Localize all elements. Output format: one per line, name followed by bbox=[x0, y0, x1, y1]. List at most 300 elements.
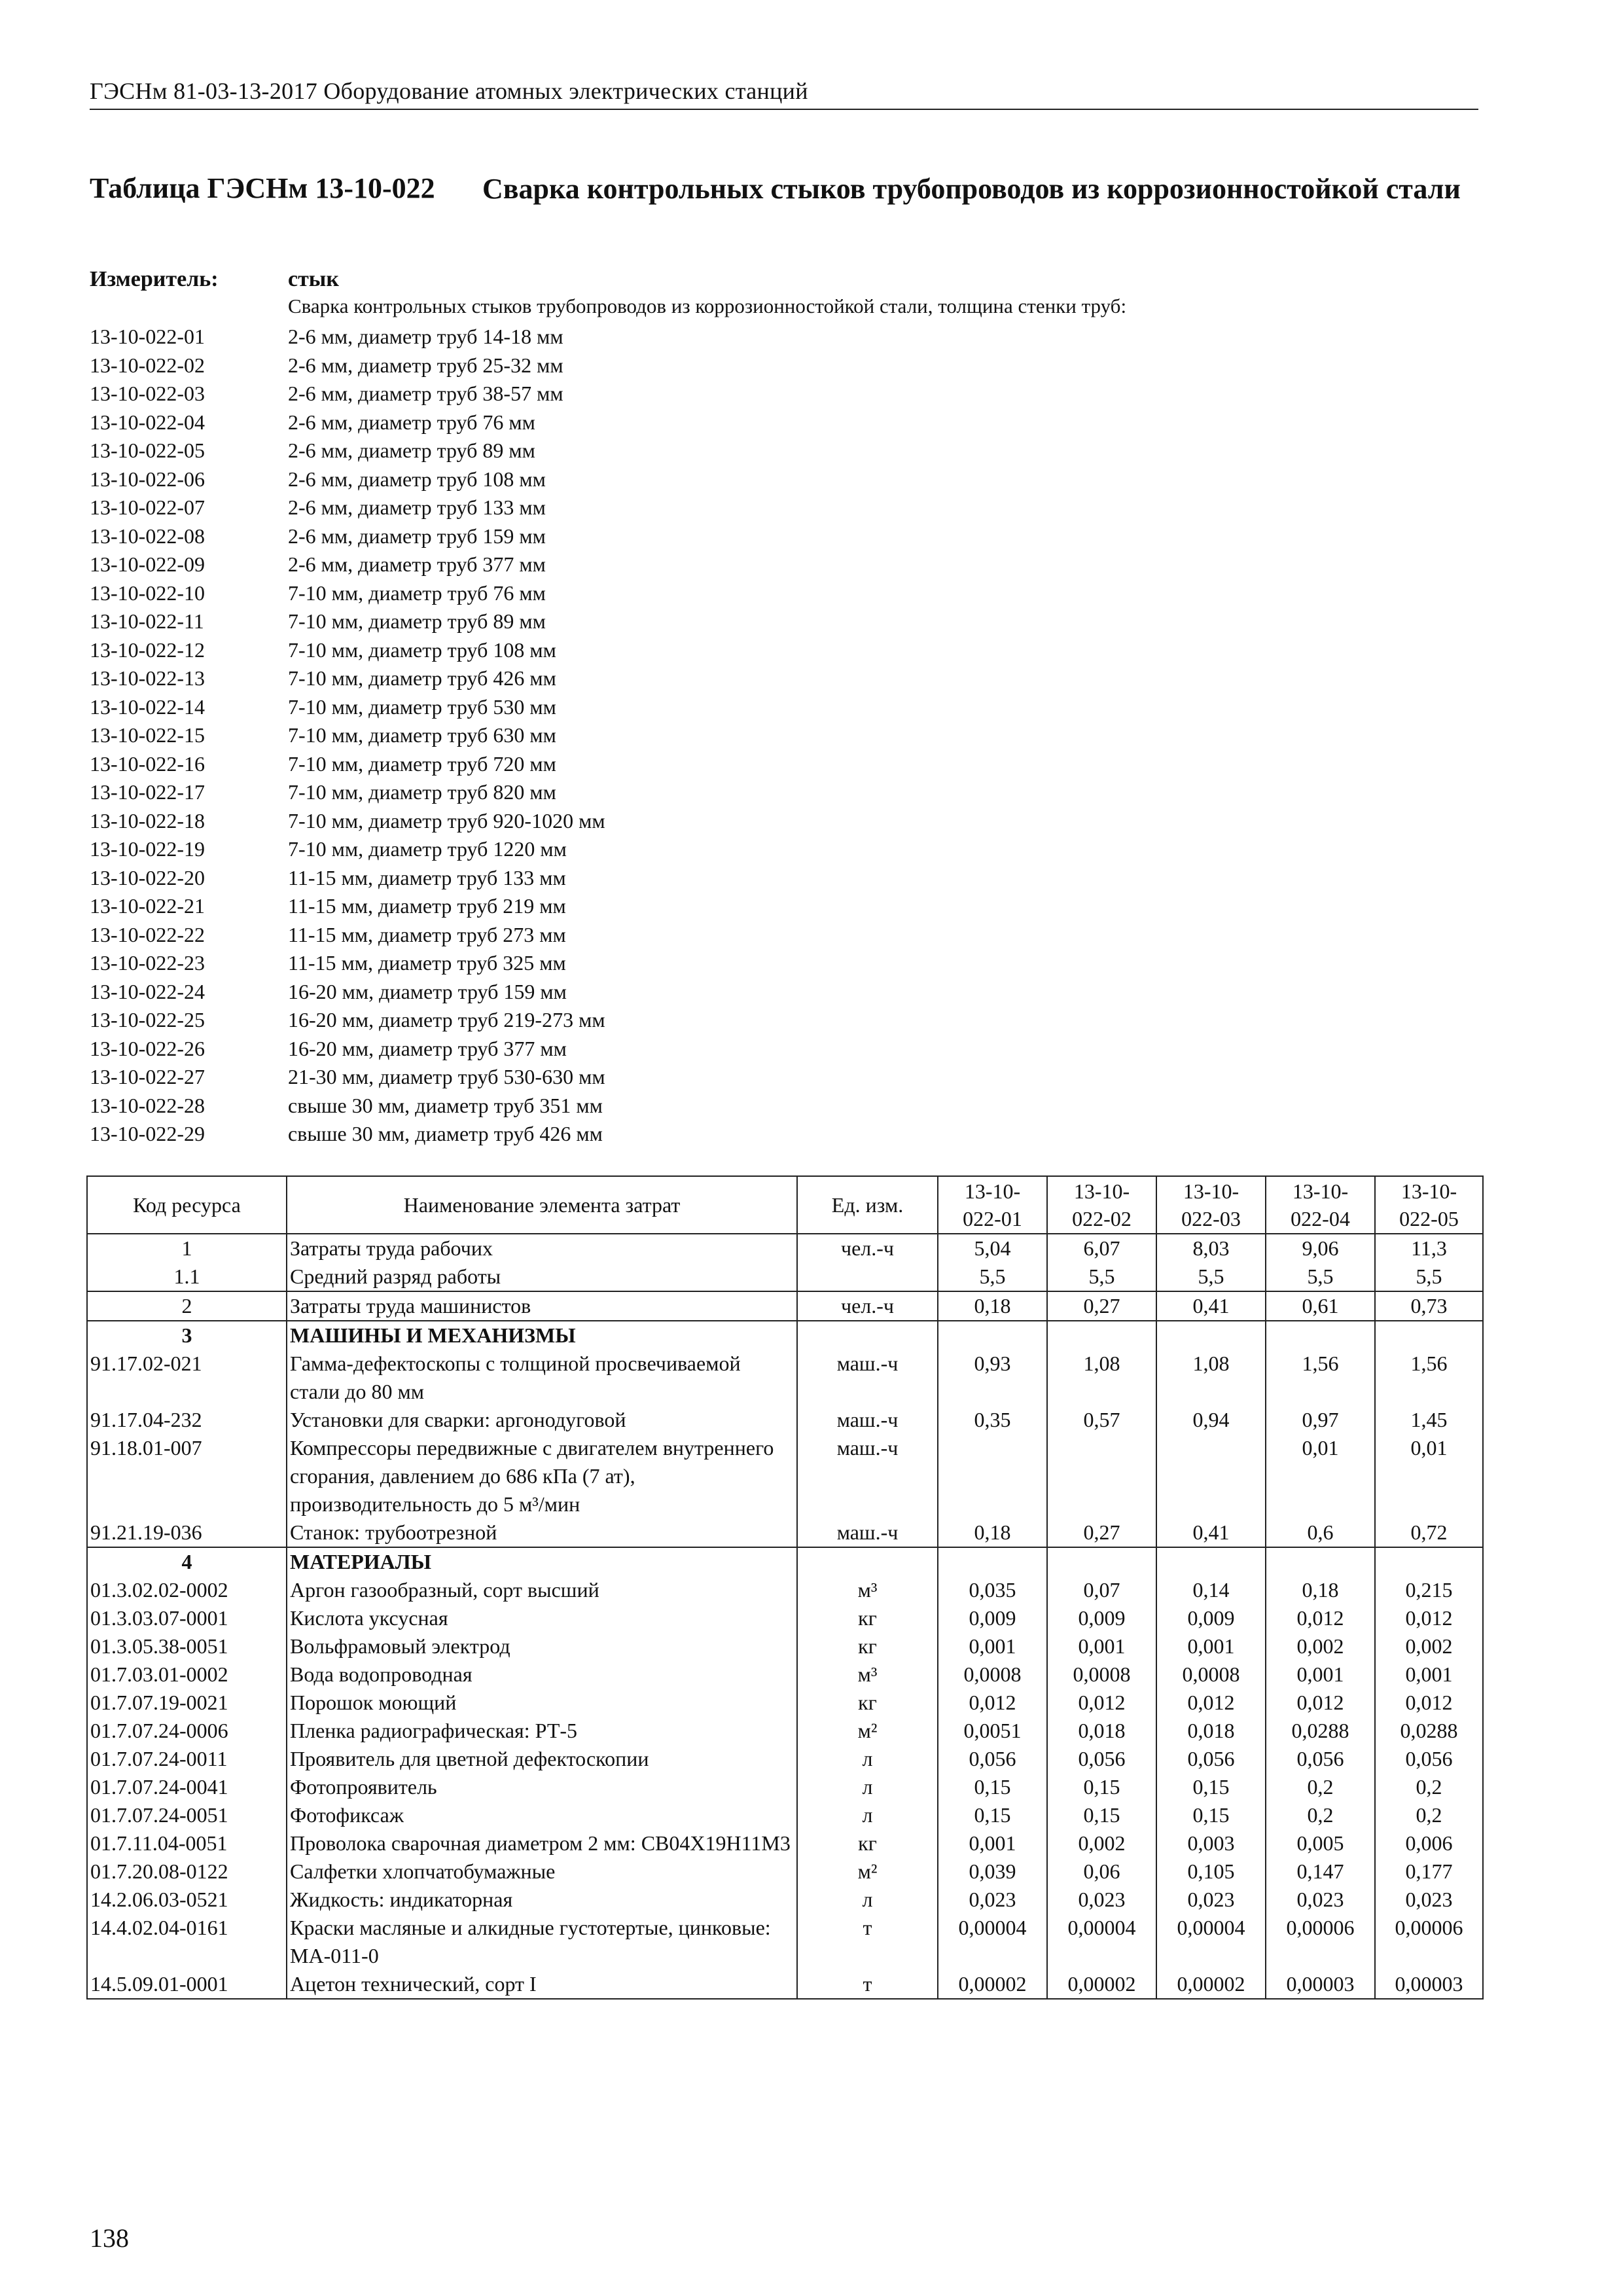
resource-name-cell: Пленка радиографическая: РТ-5 bbox=[287, 1717, 797, 1745]
unit-cell: чел.-ч bbox=[797, 1291, 938, 1321]
value-cell: 0,00003 bbox=[1266, 1970, 1375, 1999]
value-cell: 0,0051 bbox=[938, 1717, 1047, 1745]
resource-code-cell: 91.17.04-232 bbox=[87, 1406, 287, 1434]
value-cell: 0,0008 bbox=[938, 1660, 1047, 1689]
resource-name-cell: Жидкость: индикаторная bbox=[287, 1886, 797, 1914]
norm-description: 7-10 мм, диаметр труб 720 мм bbox=[288, 751, 556, 776]
resource-code-cell: 1 bbox=[87, 1234, 287, 1263]
header-divider bbox=[90, 109, 1478, 110]
unit-cell: чел.-ч bbox=[797, 1234, 938, 1263]
unit-cell: л bbox=[797, 1801, 938, 1829]
value-cell: 0,035 bbox=[938, 1576, 1047, 1604]
column-header: 13-10- 022-04 bbox=[1266, 1176, 1375, 1234]
norm-description: 2-6 мм, диаметр труб 38-57 мм bbox=[288, 382, 563, 405]
value-cell: 0,147 bbox=[1266, 1857, 1375, 1886]
norm-code: 13-10-022-20 bbox=[90, 865, 205, 889]
value-cell: 0,023 bbox=[1047, 1886, 1156, 1914]
value-cell: 1,45 bbox=[1375, 1406, 1483, 1434]
unit-cell: л bbox=[797, 1773, 938, 1801]
norm-code: 13-10-022-18 bbox=[90, 808, 205, 833]
value-cell: 0,023 bbox=[1375, 1886, 1483, 1914]
resource-code-cell: 91.21.19-036 bbox=[87, 1518, 287, 1547]
value-cell bbox=[1156, 1547, 1266, 1576]
value-cell: 0,2 bbox=[1375, 1801, 1483, 1829]
unit-cell: м² bbox=[797, 1717, 938, 1745]
table-row bbox=[87, 1632, 1483, 1660]
unit-cell bbox=[797, 1321, 938, 1350]
resource-name-cell: Затраты труда рабочих bbox=[287, 1234, 797, 1263]
norm-item bbox=[90, 408, 605, 437]
value-cell: 0,018 bbox=[1047, 1717, 1156, 1745]
resource-code-cell: 91.18.01-007 bbox=[87, 1434, 287, 1518]
norm-code: 13-10-022-25 bbox=[90, 1008, 205, 1031]
norm-description: свыше 30 мм, диаметр труб 351 мм bbox=[288, 1093, 603, 1117]
norm-code: 13-10-022-28 bbox=[90, 1093, 205, 1117]
unit-cell: м² bbox=[797, 1857, 938, 1886]
resource-name-cell: Затраты труда машинистов bbox=[287, 1291, 797, 1321]
value-cell: 0,00003 bbox=[1375, 1970, 1483, 1999]
norm-code: 13-10-022-13 bbox=[90, 666, 205, 690]
value-cell: 0,012 bbox=[1375, 1689, 1483, 1717]
resource-code-cell: 01.7.11.04-0051 bbox=[87, 1829, 287, 1857]
value-cell: 0,07 bbox=[1047, 1576, 1156, 1604]
value-cell: 0,012 bbox=[1047, 1689, 1156, 1717]
value-cell: 0,006 bbox=[1375, 1829, 1483, 1857]
norm-description: 11-15 мм, диаметр труб 219 мм bbox=[288, 894, 566, 918]
value-cell: 0,00002 bbox=[938, 1970, 1047, 1999]
value-cell: 0,2 bbox=[1375, 1773, 1483, 1801]
table-row bbox=[87, 1660, 1483, 1689]
value-cell: 0,00004 bbox=[1047, 1914, 1156, 1970]
norm-code: 13-10-022-29 bbox=[90, 1122, 205, 1145]
norm-item bbox=[90, 437, 605, 465]
norm-description: 7-10 мм, диаметр труб 1220 мм bbox=[288, 837, 567, 861]
value-cell: 0,01 bbox=[1266, 1434, 1375, 1518]
value-cell: 0,00004 bbox=[1156, 1914, 1266, 1970]
value-cell bbox=[1156, 1321, 1266, 1350]
unit-cell: маш.-ч bbox=[797, 1350, 938, 1406]
value-cell: 0,61 bbox=[1266, 1291, 1375, 1321]
norm-item bbox=[90, 664, 605, 693]
value-cell: 0,001 bbox=[1156, 1632, 1266, 1660]
resource-code-cell: 01.7.07.24-0041 bbox=[87, 1773, 287, 1801]
resource-code-cell: 01.7.03.01-0002 bbox=[87, 1660, 287, 1689]
resource-code-cell: 91.17.02-021 bbox=[87, 1350, 287, 1406]
value-cell: 0,00004 bbox=[938, 1914, 1047, 1970]
value-cell: 0,215 bbox=[1375, 1576, 1483, 1604]
column-header: Наименование элемента затрат bbox=[287, 1176, 797, 1234]
value-cell: 0,73 bbox=[1375, 1291, 1483, 1321]
norm-item bbox=[90, 807, 605, 836]
table-row bbox=[87, 1321, 1483, 1350]
value-cell: 5,5 bbox=[1047, 1263, 1156, 1291]
page-number: 138 bbox=[90, 2223, 129, 2253]
table-row bbox=[87, 1406, 1483, 1434]
table-title: Сварка контрольных стыков трубопроводов из коррозионностойкой стали bbox=[482, 173, 1461, 205]
norm-item bbox=[90, 465, 605, 494]
value-cell: 0,177 bbox=[1375, 1857, 1483, 1886]
value-cell: 0,012 bbox=[938, 1689, 1047, 1717]
value-cell: 0,0008 bbox=[1047, 1660, 1156, 1689]
unit-cell: кг bbox=[797, 1689, 938, 1717]
value-cell: 0,056 bbox=[1047, 1745, 1156, 1773]
measure-value: стык bbox=[288, 267, 339, 291]
value-cell bbox=[938, 1434, 1047, 1518]
value-cell: 9,06 bbox=[1266, 1234, 1375, 1263]
norm-code: 13-10-022-04 bbox=[90, 410, 205, 434]
value-cell: 0,001 bbox=[938, 1829, 1047, 1857]
norm-item bbox=[90, 778, 605, 807]
measure-label: Измеритель: bbox=[90, 267, 219, 291]
unit-cell: маш.-ч bbox=[797, 1518, 938, 1547]
unit-cell: кг bbox=[797, 1604, 938, 1632]
unit-cell: кг bbox=[797, 1829, 938, 1857]
norm-description: 7-10 мм, диаметр труб 426 мм bbox=[288, 666, 556, 690]
value-cell: 8,03 bbox=[1156, 1234, 1266, 1263]
value-cell: 0,00006 bbox=[1266, 1914, 1375, 1970]
value-cell: 0,009 bbox=[938, 1604, 1047, 1632]
norm-description: 2-6 мм, диаметр труб 25-32 мм bbox=[288, 353, 563, 377]
resource-code-cell: 01.7.07.24-0011 bbox=[87, 1745, 287, 1773]
value-cell: 0,94 bbox=[1156, 1406, 1266, 1434]
value-cell: 0,001 bbox=[938, 1632, 1047, 1660]
column-header: 13-10- 022-05 bbox=[1375, 1176, 1483, 1234]
value-cell: 0,012 bbox=[1266, 1689, 1375, 1717]
value-cell: 5,5 bbox=[938, 1263, 1047, 1291]
value-cell bbox=[1375, 1547, 1483, 1576]
resource-code-cell: 01.7.20.08-0122 bbox=[87, 1857, 287, 1886]
table-row bbox=[87, 1518, 1483, 1547]
value-cell: 0,023 bbox=[938, 1886, 1047, 1914]
norm-item bbox=[90, 636, 605, 665]
norm-item bbox=[90, 550, 605, 579]
table-row bbox=[87, 1745, 1483, 1773]
value-cell: 0,97 bbox=[1266, 1406, 1375, 1434]
resource-code-cell: 01.7.07.19-0021 bbox=[87, 1689, 287, 1717]
table-row bbox=[87, 1547, 1483, 1576]
resource-name-cell: Проволока сварочная диаметром 2 мм: СВ04Х19Н11М3 bbox=[287, 1829, 797, 1857]
value-cell: 0,001 bbox=[1266, 1660, 1375, 1689]
value-cell: 0,039 bbox=[938, 1857, 1047, 1886]
norm-description: 2-6 мм, диаметр труб 89 мм bbox=[288, 439, 535, 462]
resource-name-cell: Аргон газообразный, сорт высший bbox=[287, 1576, 797, 1604]
value-cell: 0,012 bbox=[1375, 1604, 1483, 1632]
value-cell: 0,009 bbox=[1156, 1604, 1266, 1632]
value-cell bbox=[938, 1321, 1047, 1350]
norm-code: 13-10-022-02 bbox=[90, 353, 205, 377]
resource-code-cell: 1.1 bbox=[87, 1263, 287, 1291]
value-cell: 0,15 bbox=[1047, 1801, 1156, 1829]
norm-code: 13-10-022-08 bbox=[90, 524, 205, 548]
value-cell: 6,07 bbox=[1047, 1234, 1156, 1263]
table-row bbox=[87, 1773, 1483, 1801]
value-cell: 0,18 bbox=[938, 1518, 1047, 1547]
value-cell: 0,01 bbox=[1375, 1434, 1483, 1518]
unit-cell: м³ bbox=[797, 1660, 938, 1689]
resource-name-cell: Вода водопроводная bbox=[287, 1660, 797, 1689]
norm-description: 2-6 мм, диаметр труб 133 мм bbox=[288, 495, 546, 519]
norm-item bbox=[90, 579, 605, 608]
table-row bbox=[87, 1291, 1483, 1321]
unit-cell: т bbox=[797, 1970, 938, 1999]
value-cell: 0,18 bbox=[938, 1291, 1047, 1321]
resource-name-cell: МАТЕРИАЛЫ bbox=[287, 1547, 797, 1576]
value-cell: 5,5 bbox=[1156, 1263, 1266, 1291]
norms-list bbox=[90, 323, 605, 1149]
norm-item bbox=[90, 892, 605, 921]
norm-description: 7-10 мм, диаметр труб 630 мм bbox=[288, 723, 556, 747]
value-cell: 0,005 bbox=[1266, 1829, 1375, 1857]
unit-cell bbox=[797, 1263, 938, 1291]
value-cell: 1,56 bbox=[1375, 1350, 1483, 1406]
norm-code: 13-10-022-12 bbox=[90, 637, 205, 662]
norm-item bbox=[90, 949, 605, 978]
value-cell: 0,056 bbox=[938, 1745, 1047, 1773]
unit-cell: л bbox=[797, 1745, 938, 1773]
norm-description: 7-10 мм, диаметр труб 820 мм bbox=[288, 780, 556, 804]
norm-description: 2-6 мм, диаметр труб 76 мм bbox=[288, 410, 535, 434]
value-cell: 5,5 bbox=[1375, 1263, 1483, 1291]
value-cell: 0,0288 bbox=[1266, 1717, 1375, 1745]
norm-description: 7-10 мм, диаметр труб 108 мм bbox=[288, 637, 556, 662]
table-row bbox=[87, 1434, 1483, 1518]
resource-name-cell: Компрессоры передвижные с двигателем внутреннего сгорания, давлением до 686 кПа (7 ат), производительность до 5 м³/мин bbox=[287, 1434, 797, 1518]
resource-name-cell: Краски масляные и алкидные густотертые, цинковые: МА-011-0 bbox=[287, 1914, 797, 1970]
resource-name-cell: Станок: трубоотрезной bbox=[287, 1518, 797, 1547]
resource-name-cell: Фотопроявитель bbox=[287, 1773, 797, 1801]
table-row bbox=[87, 1857, 1483, 1886]
resource-code-cell: 01.3.02.02-0002 bbox=[87, 1576, 287, 1604]
value-cell: 0,27 bbox=[1047, 1291, 1156, 1321]
norm-code: 13-10-022-10 bbox=[90, 581, 205, 605]
norm-code: 13-10-022-11 bbox=[90, 609, 204, 633]
resource-code-cell: 3 bbox=[87, 1321, 287, 1350]
resource-code-cell: 14.4.02.04-0161 bbox=[87, 1914, 287, 1970]
resource-name-cell: Порошок моющий bbox=[287, 1689, 797, 1717]
resource-name-cell: Салфетки хлопчатобумажные bbox=[287, 1857, 797, 1886]
value-cell: 0,15 bbox=[1047, 1773, 1156, 1801]
table-row bbox=[87, 1350, 1483, 1406]
resource-code-cell: 01.3.03.07-0001 bbox=[87, 1604, 287, 1632]
resource-name-cell: Ацетон технический, сорт I bbox=[287, 1970, 797, 1999]
value-cell: 1,56 bbox=[1266, 1350, 1375, 1406]
norm-code: 13-10-022-16 bbox=[90, 751, 205, 776]
value-cell: 0,6 bbox=[1266, 1518, 1375, 1547]
table-header-row bbox=[87, 1176, 1483, 1234]
value-cell: 0,06 bbox=[1047, 1857, 1156, 1886]
value-cell: 5,04 bbox=[938, 1234, 1047, 1263]
value-cell: 0,0288 bbox=[1375, 1717, 1483, 1745]
value-cell bbox=[1047, 1434, 1156, 1518]
norm-description: 11-15 мм, диаметр труб 273 мм bbox=[288, 922, 566, 946]
table-row bbox=[87, 1829, 1483, 1857]
norm-item bbox=[90, 1035, 605, 1064]
unit-cell: м³ bbox=[797, 1576, 938, 1604]
resource-name-cell: Кислота уксусная bbox=[287, 1604, 797, 1632]
norm-code: 13-10-022-15 bbox=[90, 723, 205, 747]
norm-code: 13-10-022-07 bbox=[90, 495, 205, 519]
norm-description: 2-6 мм, диаметр труб 108 мм bbox=[288, 467, 546, 491]
norms-intro: Сварка контрольных стыков трубопроводов из коррозионностойкой стали, толщина стенки труб: bbox=[288, 295, 1127, 317]
norm-description: 11-15 мм, диаметр труб 325 мм bbox=[288, 951, 566, 975]
value-cell: 0,012 bbox=[1266, 1604, 1375, 1632]
norm-item bbox=[90, 1092, 605, 1121]
table-row bbox=[87, 1263, 1483, 1291]
table-row bbox=[87, 1801, 1483, 1829]
value-cell: 0,056 bbox=[1375, 1745, 1483, 1773]
resource-name-cell: Средний разряд работы bbox=[287, 1263, 797, 1291]
value-cell bbox=[1047, 1547, 1156, 1576]
norm-description: 11-15 мм, диаметр труб 133 мм bbox=[288, 865, 566, 889]
norm-item bbox=[90, 493, 605, 522]
value-cell bbox=[1375, 1321, 1483, 1350]
norm-description: 16-20 мм, диаметр труб 377 мм bbox=[288, 1036, 567, 1060]
resource-name-cell: Установки для сварки: аргонодуговой bbox=[287, 1406, 797, 1434]
unit-cell bbox=[797, 1547, 938, 1576]
unit-cell: т bbox=[797, 1914, 938, 1970]
norm-item bbox=[90, 522, 605, 551]
norm-item bbox=[90, 978, 605, 1007]
unit-cell: маш.-ч bbox=[797, 1406, 938, 1434]
resource-code-cell: 4 bbox=[87, 1547, 287, 1576]
table-row bbox=[87, 1886, 1483, 1914]
value-cell: 0,72 bbox=[1375, 1518, 1483, 1547]
resource-code-cell: 01.7.07.24-0006 bbox=[87, 1717, 287, 1745]
value-cell: 0,00002 bbox=[1156, 1970, 1266, 1999]
norm-item bbox=[90, 323, 605, 351]
value-cell: 0,023 bbox=[1156, 1886, 1266, 1914]
value-cell: 0,056 bbox=[1266, 1745, 1375, 1773]
value-cell: 0,012 bbox=[1156, 1689, 1266, 1717]
norm-code: 13-10-022-19 bbox=[90, 837, 205, 861]
value-cell: 0,105 bbox=[1156, 1857, 1266, 1886]
value-cell: 1,08 bbox=[1156, 1350, 1266, 1406]
value-cell: 0,14 bbox=[1156, 1576, 1266, 1604]
norm-item bbox=[90, 693, 605, 722]
value-cell: 0,003 bbox=[1156, 1829, 1266, 1857]
resource-name-cell: Вольфрамовый электрод bbox=[287, 1632, 797, 1660]
value-cell: 0,00006 bbox=[1375, 1914, 1483, 1970]
resource-table bbox=[86, 1175, 1484, 2000]
value-cell: 0,15 bbox=[1156, 1801, 1266, 1829]
table-row bbox=[87, 1689, 1483, 1717]
value-cell bbox=[1047, 1321, 1156, 1350]
norm-item bbox=[90, 864, 605, 893]
value-cell bbox=[1156, 1434, 1266, 1518]
value-cell: 1,08 bbox=[1047, 1350, 1156, 1406]
value-cell: 0,41 bbox=[1156, 1291, 1266, 1321]
document-header: ГЭСНм 81-03-13-2017 Оборудование атомных электрических станций bbox=[90, 78, 808, 104]
norm-item bbox=[90, 351, 605, 380]
unit-cell: л bbox=[797, 1886, 938, 1914]
value-cell bbox=[938, 1547, 1047, 1576]
norm-description: 16-20 мм, диаметр труб 219-273 мм bbox=[288, 1008, 605, 1031]
norm-item bbox=[90, 721, 605, 750]
norm-description: 2-6 мм, диаметр труб 377 мм bbox=[288, 552, 546, 576]
value-cell: 0,2 bbox=[1266, 1773, 1375, 1801]
norm-description: 21-30 мм, диаметр труб 530-630 мм bbox=[288, 1065, 605, 1088]
value-cell bbox=[1266, 1547, 1375, 1576]
resource-code-cell: 01.7.07.24-0051 bbox=[87, 1801, 287, 1829]
norm-item bbox=[90, 921, 605, 950]
value-cell: 0,009 bbox=[1047, 1604, 1156, 1632]
value-cell: 0,57 bbox=[1047, 1406, 1156, 1434]
resource-name-cell: Проявитель для цветной дефектоскопии bbox=[287, 1745, 797, 1773]
norm-description: 7-10 мм, диаметр труб 89 мм bbox=[288, 609, 546, 633]
resource-name-cell: МАШИНЫ И МЕХАНИЗМЫ bbox=[287, 1321, 797, 1350]
table-row bbox=[87, 1576, 1483, 1604]
value-cell: 0,93 bbox=[938, 1350, 1047, 1406]
column-header: 13-10- 022-03 bbox=[1156, 1176, 1266, 1234]
norm-code: 13-10-022-03 bbox=[90, 382, 205, 405]
norm-code: 13-10-022-21 bbox=[90, 894, 205, 918]
norm-code: 13-10-022-05 bbox=[90, 439, 205, 462]
norm-code: 13-10-022-09 bbox=[90, 552, 205, 576]
value-cell: 0,27 bbox=[1047, 1518, 1156, 1547]
unit-cell: кг bbox=[797, 1632, 938, 1660]
column-header: Код ресурса bbox=[87, 1176, 287, 1234]
norm-description: 7-10 мм, диаметр труб 530 мм bbox=[288, 694, 556, 719]
norm-code: 13-10-022-06 bbox=[90, 467, 205, 491]
value-cell: 0,018 bbox=[1156, 1717, 1266, 1745]
unit-cell: маш.-ч bbox=[797, 1434, 938, 1518]
column-header: 13-10- 022-02 bbox=[1047, 1176, 1156, 1234]
value-cell: 0,002 bbox=[1047, 1829, 1156, 1857]
value-cell: 0,002 bbox=[1375, 1632, 1483, 1660]
value-cell: 0,023 bbox=[1266, 1886, 1375, 1914]
norm-item bbox=[90, 1120, 605, 1149]
value-cell: 0,001 bbox=[1375, 1660, 1483, 1689]
norm-item bbox=[90, 380, 605, 408]
value-cell: 0,002 bbox=[1266, 1632, 1375, 1660]
norm-description: свыше 30 мм, диаметр труб 426 мм bbox=[288, 1122, 603, 1145]
table-row bbox=[87, 1970, 1483, 1999]
resource-name-cell: Гамма-дефектоскопы с толщиной просвечиваемой стали до 80 мм bbox=[287, 1350, 797, 1406]
norm-description: 7-10 мм, диаметр труб 76 мм bbox=[288, 581, 546, 605]
table-row bbox=[87, 1717, 1483, 1745]
value-cell: 0,15 bbox=[1156, 1773, 1266, 1801]
norm-item bbox=[90, 750, 605, 779]
norm-code: 13-10-022-23 bbox=[90, 951, 205, 975]
norm-item bbox=[90, 1006, 605, 1035]
value-cell: 0,15 bbox=[938, 1773, 1047, 1801]
norm-code: 13-10-022-27 bbox=[90, 1065, 205, 1088]
value-cell: 0,2 bbox=[1266, 1801, 1375, 1829]
resource-name-cell: Фотофиксаж bbox=[287, 1801, 797, 1829]
value-cell: 0,18 bbox=[1266, 1576, 1375, 1604]
value-cell: 0,001 bbox=[1047, 1632, 1156, 1660]
value-cell: 0,41 bbox=[1156, 1518, 1266, 1547]
norm-code: 13-10-022-01 bbox=[90, 325, 205, 348]
norm-code: 13-10-022-17 bbox=[90, 780, 205, 804]
norm-item bbox=[90, 1063, 605, 1092]
value-cell: 0,0008 bbox=[1156, 1660, 1266, 1689]
norm-item bbox=[90, 835, 605, 864]
value-cell: 0,35 bbox=[938, 1406, 1047, 1434]
resource-code-cell: 01.3.05.38-0051 bbox=[87, 1632, 287, 1660]
norm-description: 7-10 мм, диаметр труб 920-1020 мм bbox=[288, 808, 605, 833]
resource-code-cell: 2 bbox=[87, 1291, 287, 1321]
norm-code: 13-10-022-14 bbox=[90, 694, 205, 719]
value-cell: 0,00002 bbox=[1047, 1970, 1156, 1999]
norm-code: 13-10-022-22 bbox=[90, 922, 205, 946]
table-row bbox=[87, 1604, 1483, 1632]
norm-description: 16-20 мм, диаметр труб 159 мм bbox=[288, 979, 567, 1003]
norm-code: 13-10-022-24 bbox=[90, 979, 205, 1003]
norm-description: 2-6 мм, диаметр труб 14-18 мм bbox=[288, 325, 563, 348]
value-cell bbox=[1266, 1321, 1375, 1350]
value-cell: 11,3 bbox=[1375, 1234, 1483, 1263]
